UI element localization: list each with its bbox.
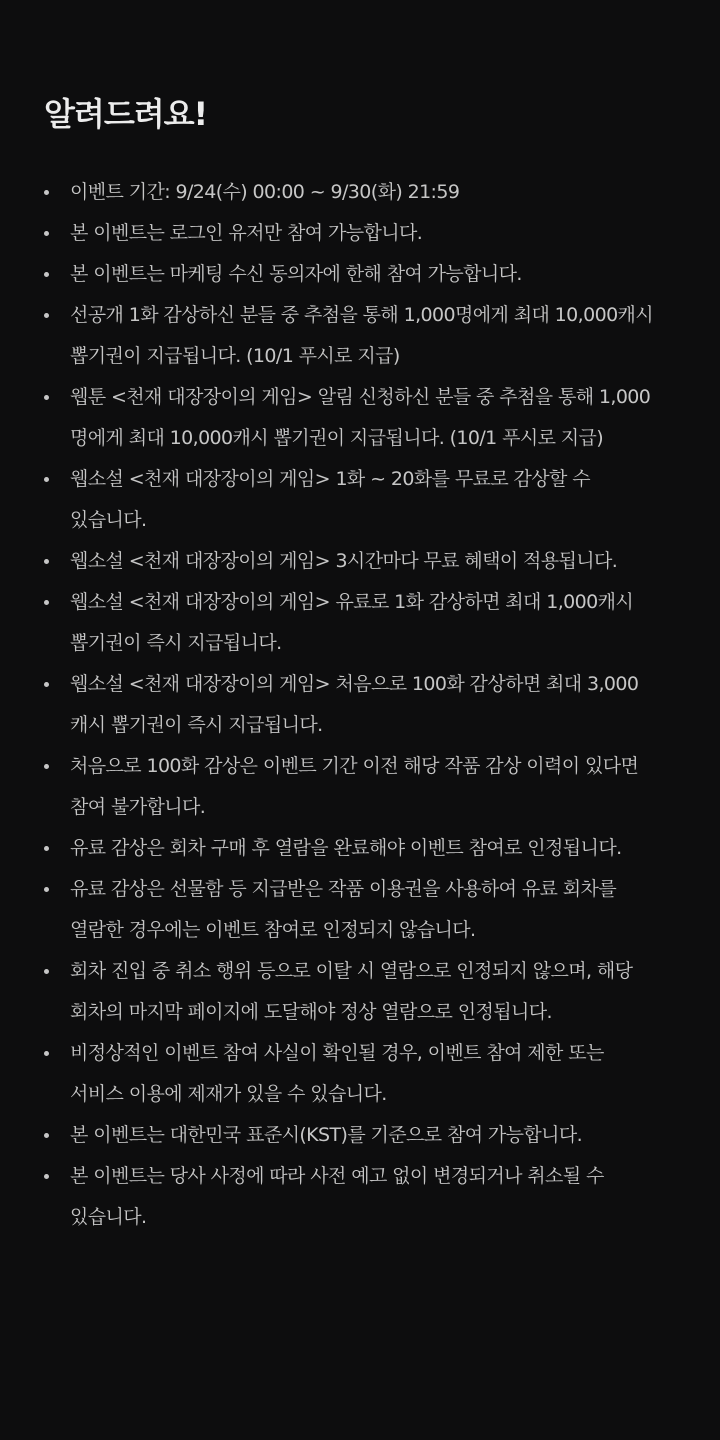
notice-item-change-notice xyxy=(44,1156,680,1238)
bullet-dot-icon xyxy=(44,1133,49,1138)
notice-item-text: 웹소설 <천재 대장장이의 게임> 유료로 1화 감상하면 최대 1,000캐시 뽑기권이 즉시 지급됩니다. xyxy=(70,591,634,654)
notice-item-text: 웹툰 <천재 대장장이의 게임> 알림 신청하신 분들 중 추첨을 통해 1,000 명에게 최대 10,000캐시 뽑기권이 지급됩니다. (10/1 푸시로 지급) xyxy=(70,386,651,449)
notice-list xyxy=(44,172,680,1238)
notice-item-exit-rule xyxy=(44,951,680,1033)
notice-item-100-episodes xyxy=(44,664,680,746)
bullet-dot-icon xyxy=(44,969,49,974)
notice-item-text: 이벤트 기간: 9/24(수) 00:00 ~ 9/30(화) 21:59 xyxy=(70,181,460,203)
bullet-dot-icon xyxy=(44,313,49,318)
notice-item-text: 본 이벤트는 마케팅 수신 동의자에 한해 참여 가능합니다. xyxy=(70,263,522,285)
notice-item-text: 웹소설 <천재 대장장이의 게임> 처음으로 100화 감상하면 최대 3,000 캐시 뽑기권이 즉시 지급됩니다. xyxy=(70,673,639,736)
notice-item-marketing-consent xyxy=(44,254,680,295)
bullet-dot-icon xyxy=(44,395,49,400)
notice-item-text: 본 이벤트는 대한민국 표준시(KST)를 기준으로 참여 가능합니다. xyxy=(70,1124,583,1146)
bullet-dot-icon xyxy=(44,1174,49,1179)
notice-item-text: 본 이벤트는 로그인 유저만 참여 가능합니다. xyxy=(70,222,423,244)
notice-item-paid-viewing-rule xyxy=(44,828,680,869)
notice-item-text: 비정상적인 이벤트 참여 사실이 확인될 경우, 이벤트 참여 제한 또는 서비스 이용에 제재가 있을 수 있습니다. xyxy=(70,1042,604,1105)
bullet-dot-icon xyxy=(44,559,49,564)
notice-item-prior-history xyxy=(44,746,680,828)
bullet-dot-icon xyxy=(44,231,49,236)
bullet-dot-icon xyxy=(44,682,49,687)
notice-item-paid-1-episode xyxy=(44,582,680,664)
notice-item-text: 웹소설 <천재 대장장이의 게임> 3시간마다 무료 혜택이 적용됩니다. xyxy=(70,550,618,572)
notice-item-free-episodes xyxy=(44,459,680,541)
notice-item-text: 유료 감상은 선물함 등 지급받은 작품 이용권을 사용하여 유료 회차를 열람한 경우에는 이벤트 참여로 인정되지 않습니다. xyxy=(70,878,617,941)
notice-item-text: 선공개 1화 감상하신 분들 중 추첨을 통해 1,000명에게 최대 10,000캐시 뽑기권이 지급됩니다. (10/1 푸시로 지급) xyxy=(70,304,654,367)
bullet-dot-icon xyxy=(44,190,49,195)
notice-item-text: 회차 진입 중 취소 행위 등으로 이탈 시 열람으로 인정되지 않으며, 해당 회차의 마지막 페이지에 도달해야 정상 열람으로 인정됩니다. xyxy=(70,960,633,1023)
notice-item-kst-rule xyxy=(44,1115,680,1156)
notice-item-abuse-rule xyxy=(44,1033,680,1115)
notice-item-webtoon-alert-raffle xyxy=(44,377,680,459)
bullet-dot-icon xyxy=(44,1051,49,1056)
notice-item-text: 웹소설 <천재 대장장이의 게임> 1화 ~ 20화를 무료로 감상할 수 있습니다. xyxy=(70,468,590,531)
bullet-dot-icon xyxy=(44,272,49,277)
bullet-dot-icon xyxy=(44,846,49,851)
notice-item-gift-ticket-rule xyxy=(44,869,680,951)
notice-item-text: 처음으로 100화 감상은 이벤트 기간 이전 해당 작품 감상 이력이 있다면 참여 불가합니다. xyxy=(70,755,639,818)
notice-item-text: 유료 감상은 회차 구매 후 열람을 완료해야 이벤트 참여로 인정됩니다. xyxy=(70,837,622,859)
notice-item-3hour-free xyxy=(44,541,680,582)
notice-item-preview-raffle xyxy=(44,295,680,377)
bullet-dot-icon xyxy=(44,477,49,482)
notice-item-login-only xyxy=(44,213,680,254)
notice-item-text: 본 이벤트는 당사 사정에 따라 사전 예고 없이 변경되거나 취소될 수 있습니다. xyxy=(70,1165,604,1228)
bullet-dot-icon xyxy=(44,764,49,769)
bullet-dot-icon xyxy=(44,600,49,605)
notice-title: 알려드려요! xyxy=(44,95,208,133)
bullet-dot-icon xyxy=(44,887,49,892)
notice-item-event-period xyxy=(44,172,680,213)
